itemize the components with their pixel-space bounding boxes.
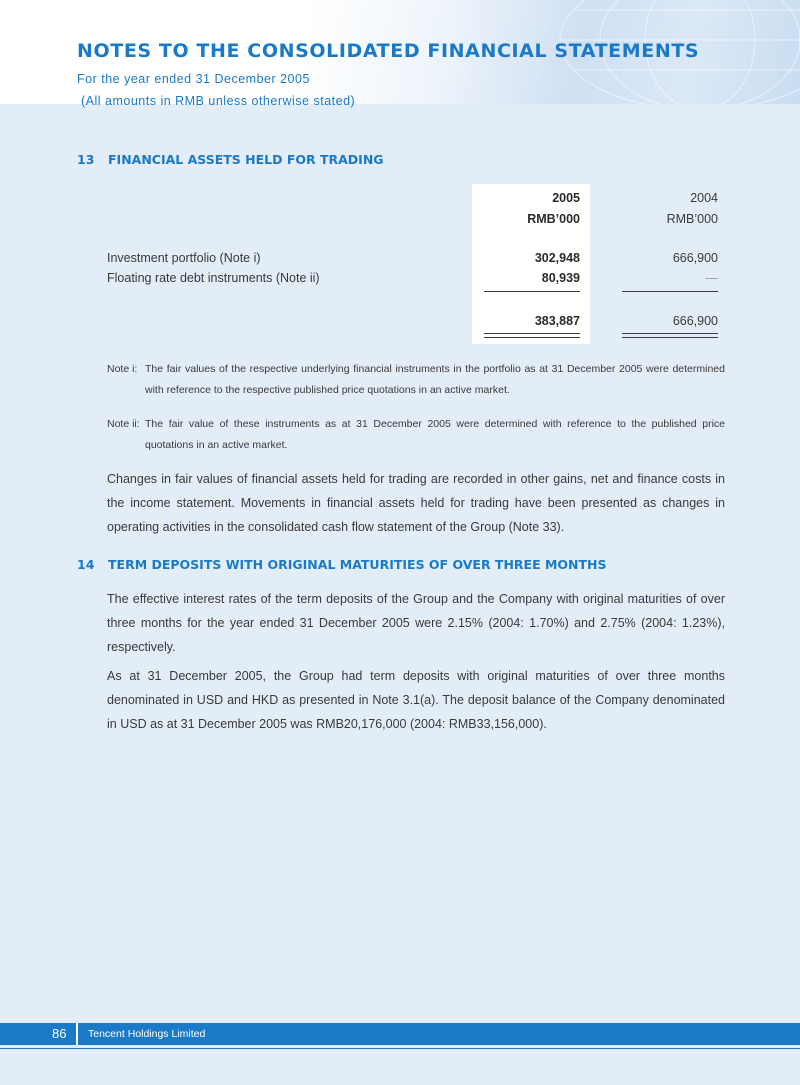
section-title: FINANCIAL ASSETS HELD FOR TRADING [108,152,384,167]
page-subtitle-currency: (All amounts in RMB unless otherwise stated) [81,94,356,108]
note-i [107,359,725,401]
total-double-rule-2004 [622,333,718,334]
subtotal-rule-2004 [622,291,718,292]
row-value-2005: 302,948 [534,251,580,265]
page-number: 86 [52,1026,67,1041]
company-name: Tencent Holdings Limited [88,1028,206,1040]
note-ii [107,414,725,456]
row-label-floating-rate-debt: Floating rate debt instruments (Note ii) [107,271,320,285]
note-text: The fair values of the respective underlying financial instruments in the portfolio as at 31 December 2005 were determined with reference to the respective published price quotations in an active market. [145,363,725,396]
section-number: 13 [77,152,95,167]
row-value-2005: 80,939 [541,271,580,285]
subtotal-rule-2005 [484,291,580,292]
footer-separator [76,1023,78,1045]
total-double-rule-2004 [622,337,718,338]
column-header-2005: 2005 [552,191,580,205]
column-unit-2004: RMB’000 [666,212,718,226]
total-double-rule-2005 [484,337,580,338]
total-value-2005: 383,887 [534,314,580,328]
section-number: 14 [77,557,95,572]
total-double-rule-2005 [484,333,580,334]
row-label-investment-portfolio: Investment portfolio (Note i) [107,251,261,265]
note-label: Note ii: [107,418,140,430]
footer-rule [0,1048,800,1049]
note-text: The fair value of these instruments as at 31 December 2005 were determined with reference to the published price quotations in an active market. [145,418,725,451]
page-title: NOTES TO THE CONSOLIDATED FINANCIAL STATEMENTS [77,40,700,62]
section-title: TERM DEPOSITS WITH ORIGINAL MATURITIES OF OVER THREE MONTHS [108,557,607,572]
column-unit-2005: RMB’000 [527,212,580,226]
column-header-2004: 2004 [690,191,718,205]
row-value-2004: 666,900 [672,251,718,265]
page-subtitle-period: For the year ended 31 December 2005 [77,72,310,86]
note-label: Note i: [107,363,138,375]
section-13-paragraph: Changes in fair values of financial assets held for trading are recorded in other gains, net and finance costs in the income statement. Movements in financial assets held for trading have been presented as changes in operating activities in the consolidated cash flow statement of the Group (Note 33). [107,472,725,534]
total-value-2004: 666,900 [672,314,718,328]
row-value-2004: — [705,271,718,285]
section-14-paragraph-1: The effective interest rates of the term deposits of the Group and the Company with original maturities of over three months for the year ended 31 December 2005 were 2.15% (2004: 1.70%) and 2.75% (2004: 1.23%), respectively. [107,592,725,654]
section-14-paragraph-2: As at 31 December 2005, the Group had term deposits with original maturities of over three months denominated in USD and HKD as presented in Note 3.1(a). The deposit balance of the Company denominated in USD as at 31 December 2005 was RMB20,176,000 (2004: RMB33,156,000). [107,669,725,731]
